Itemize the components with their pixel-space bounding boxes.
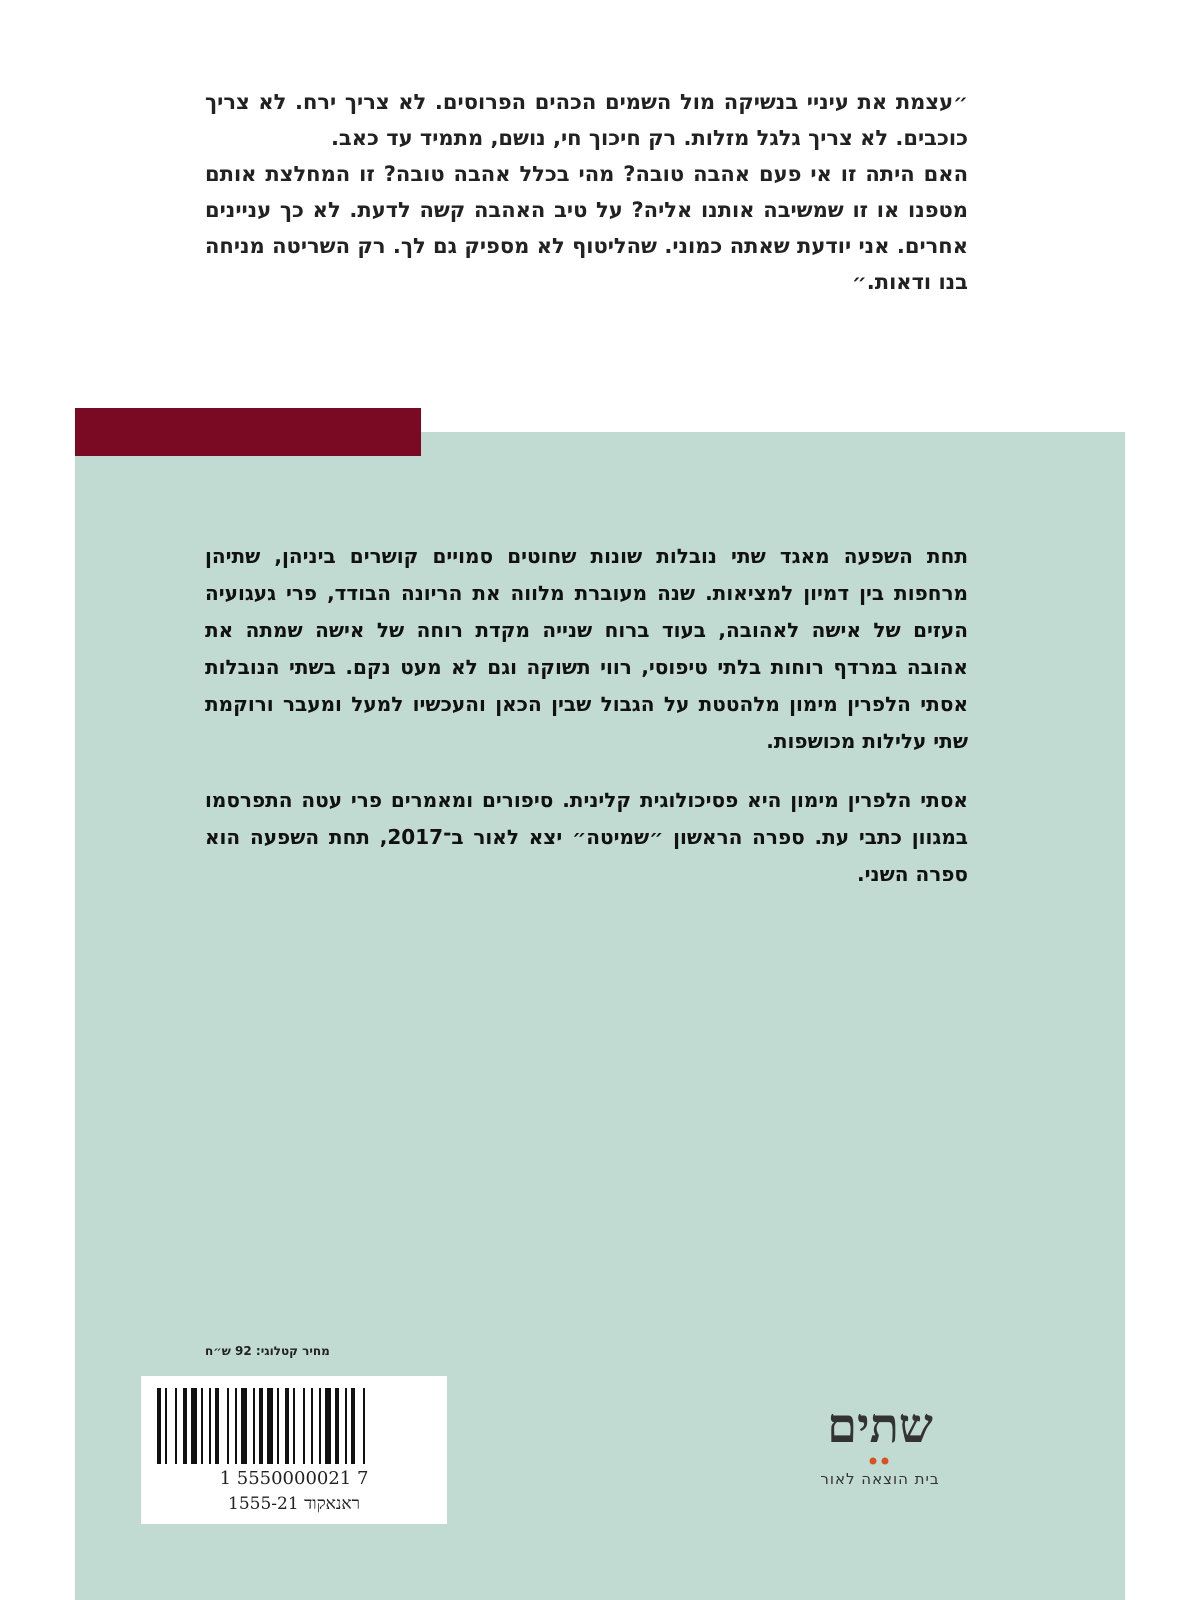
publisher-name: שתים <box>827 1398 933 1454</box>
catalog-price: מחיר קטלוגי: 92 ש״ח <box>205 1344 330 1358</box>
synopsis-paragraph-1: תחת השפעה מאגד שתי נובלות שונות שחוטים סמויים קושרים ביניהן, שתיהן מרחפות בין דמיון למציאות. שנה מעוברת מלווה את הריונה הבודד, פרי געגועיה העזים של אישה לאהובה, בעוד ברוח שנייה מקדת רוחה של אישה שמתה את אהובה במרדף רוחות בלתי טיפוסי, רווי תשוקה וגם לא מעט נקם. בשתי הנובלות אסתי הלפרין מימון מלהטטת על הגבול שבין הכאן והעכשיו למעל ומעבר ורוקמת שתי עלילות מכושפות. <box>205 544 968 753</box>
publisher-logo <box>790 1396 970 1488</box>
logo-dots-icon <box>868 1456 892 1466</box>
barcode-icon <box>155 1388 433 1466</box>
barcode-code: 1555-21 ראנאקוד <box>228 1494 360 1514</box>
publisher-tagline: בית הוצאה לאור <box>820 1470 940 1488</box>
barcode-label <box>141 1376 447 1524</box>
accent-bar <box>75 408 421 456</box>
barcode-number: 1 5550000021 7 <box>219 1468 369 1489</box>
back-cover-quote <box>205 84 968 300</box>
book-synopsis <box>205 538 968 915</box>
quote-paragraph-2: האם היתה זו אי פעם אהבה טובה? מהי בכלל אהבה טובה? זו המחלצת אותם מטפנו או זו שמשיבה אותנו אליה? על טיב האהבה קשה לדעת. לא כך עניינים אחרים. אני יודעת שאתה כמוני. שהליטוף לא מספיק גם לך. רק השריטה מניחה בנו ודאות.״ <box>205 162 968 294</box>
author-bio: אסתי הלפרין מימון היא פסיכולוגית קלינית. סיפורים ומאמרים פרי עטה התפרסמו במגוון כתבי עת. ספרה הראשון ״שמיטה״ יצא לאור ב־2017, תחת השפעה הוא ספרה השני. <box>205 788 968 886</box>
quote-paragraph-1: ״עצמת את עיניי בנשיקה מול השמים הכהים הפרוסים. לא צריך ירח. לא צריך כוכבים. לא צריך גלגל מזלות. רק חיכוך חי, נושם, מתמיד עד כאב. <box>205 90 968 150</box>
